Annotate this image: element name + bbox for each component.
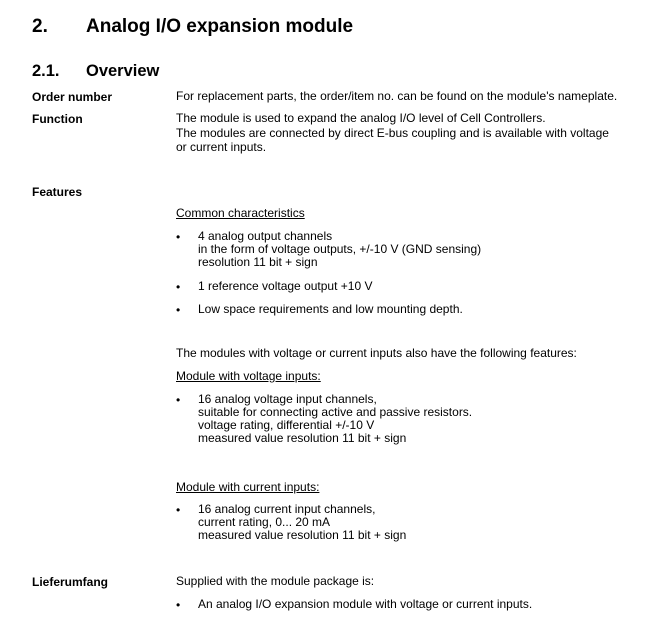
order-number-label: Order number xyxy=(32,90,113,104)
common-item-space-requirements: Low space requirements and low mounting depth. xyxy=(198,302,463,316)
scope-of-delivery-label: Lieferumfang xyxy=(32,575,109,589)
scope-item-module: An analog I/O expansion module with voltage or current inputs. xyxy=(198,597,533,611)
subsection-number: 2.1. xyxy=(32,62,60,80)
bullet-icon: • xyxy=(176,503,181,517)
function-line-3: or current inputs. xyxy=(176,140,267,154)
function-label: Function xyxy=(32,112,83,126)
scope-of-delivery-text: Supplied with the module package is: xyxy=(176,574,375,588)
section-title: Analog I/O expansion module xyxy=(86,16,354,37)
common-item-output-channels: 4 analog output channels in the form of voltage outputs, +/-10 V (GND sensing) resolution 11 bit + sign xyxy=(198,229,482,269)
section-number: 2. xyxy=(32,16,48,37)
order-number-text: For replacement parts, the order/item no. can be found on the module's nameplate. xyxy=(176,89,618,103)
bullet-icon: • xyxy=(176,303,181,317)
subsection-title: Overview xyxy=(86,62,160,80)
common-item-reference-voltage: 1 reference voltage output +10 V xyxy=(198,279,373,293)
function-line-2: The modules are connected by direct E-bus coupling and is available with voltage xyxy=(176,126,609,140)
features-intro: The modules with voltage or current inputs also have the following features: xyxy=(176,346,577,360)
bullet-icon: • xyxy=(176,393,181,407)
current-item-input-channels: 16 analog current input channels, current rating, 0... 20 mA measured value resolution 11 bit + sign xyxy=(198,502,407,542)
bullet-icon: • xyxy=(176,230,181,244)
features-label: Features xyxy=(32,185,83,199)
function-line-1: The module is used to expand the analog I/O level of Cell Controllers. xyxy=(176,111,546,125)
current-inputs-heading: Module with current inputs: xyxy=(176,480,320,494)
bullet-icon: • xyxy=(176,598,181,612)
common-characteristics-heading: Common characteristics xyxy=(176,206,305,220)
bullet-icon: • xyxy=(176,280,181,294)
voltage-item-input-channels: 16 analog voltage input channels, suitable for connecting active and passive resistors. voltage rating, differential +/-10 V measured value resolution 11 bit + sign xyxy=(198,392,473,445)
voltage-inputs-heading: Module with voltage inputs: xyxy=(176,369,321,383)
